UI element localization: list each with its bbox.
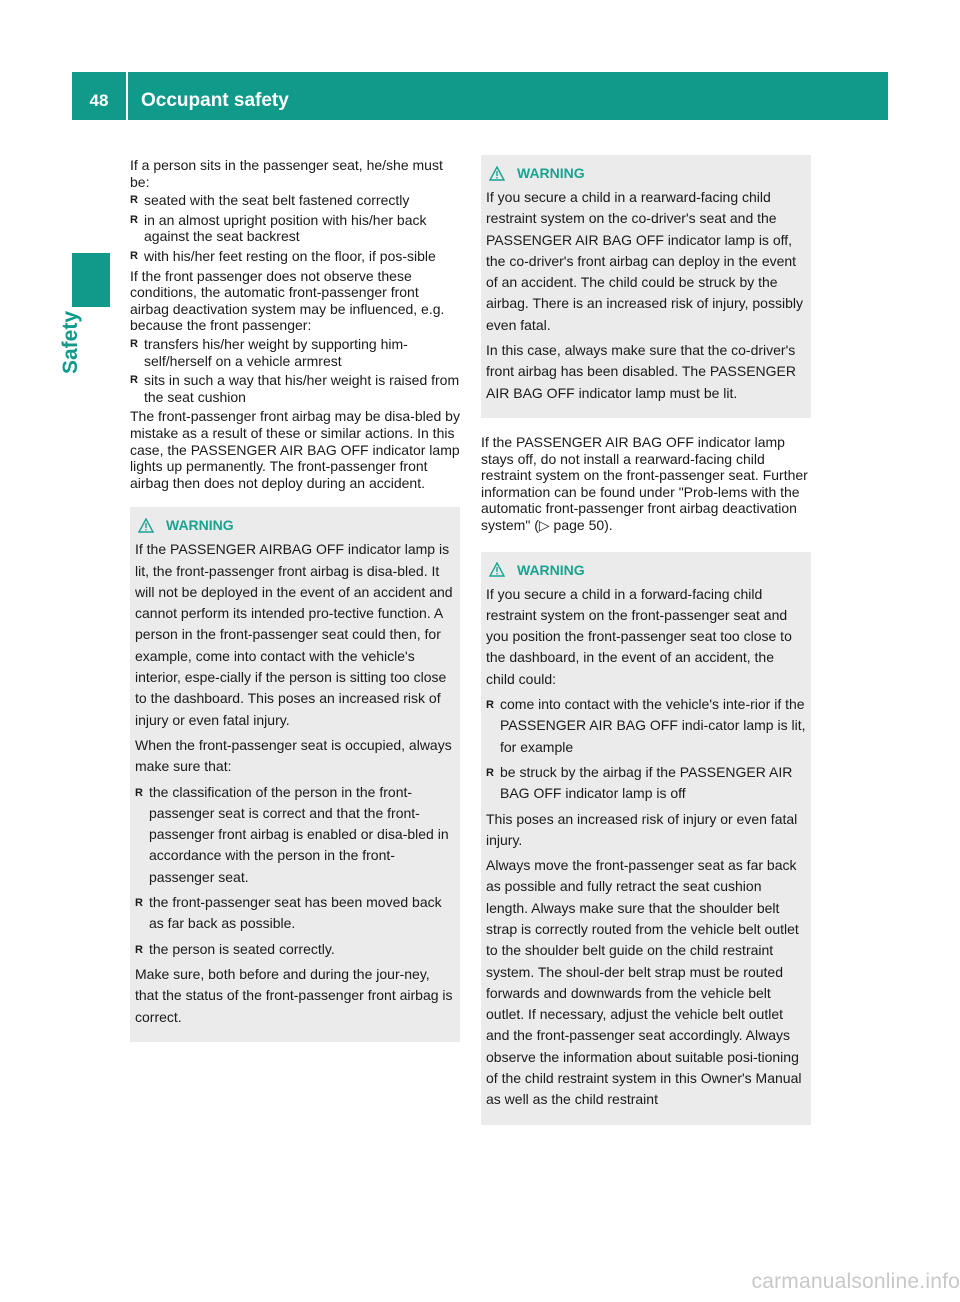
- section-title: Occupant safety: [141, 90, 289, 111]
- page-reference-link[interactable]: page 50: [553, 516, 605, 533]
- paragraph: When the front-passenger seat is occupied, always make sure that:: [135, 736, 452, 775]
- warning-title: WARNING: [166, 517, 234, 534]
- paragraph: The front-passenger front airbag may be disa-bled by mistake as a result of these or similar actions. In this case, the PASSENGER AIR BAG OFF indicator lamp lights up permanently. The front-passenger front airbag then does not deploy during an accident.: [130, 408, 460, 491]
- bullet-icon: R: [130, 213, 138, 226]
- bullet-icon: R: [486, 699, 494, 712]
- paragraph: This poses an increased risk of injury or even fatal injury.: [486, 810, 798, 848]
- bullet-icon: R: [130, 249, 138, 262]
- footer-watermark: carmanualsonline.info: [751, 1270, 960, 1293]
- bullet-icon: R: [486, 766, 494, 779]
- list-item: R seated with the seat belt fastened correctly: [130, 192, 410, 209]
- left-column: [130, 157, 460, 1042]
- warning-header: [486, 163, 806, 183]
- warning-triangle-icon: [489, 562, 505, 577]
- list-item: R with his/her feet resting on the floor, if pos-sible: [130, 247, 436, 264]
- paragraph: If a person sits in the passenger seat, he/she must be:: [130, 157, 443, 190]
- bullet-icon: R: [135, 897, 143, 910]
- warning-header: [486, 560, 806, 580]
- header-divider: [126, 72, 128, 120]
- list-item: R come into contact with the vehicle's inte-rior if the PASSENGER AIR BAG OFF indi-cator lamp is lit, for example: [486, 696, 806, 755]
- paragraph: If you secure a child in a forward-facing child restraint system on the front-passenger seat and you position the front-passenger seat too close to the dashboard, in the event of an accident, the child could:: [486, 585, 792, 687]
- paragraph: Make sure, both before and during the jour-ney, that the status of the front-passenger front airbag is correct.: [135, 965, 453, 1025]
- warning-box: [481, 552, 811, 1125]
- paragraph: In this case, always make sure that the co-driver's front airbag has been disabled. The PASSENGER AIR BAG OFF indicator lamp must be lit.: [486, 342, 796, 401]
- list-item: R transfers his/her weight by supporting him-self/herself on a vehicle armrest: [130, 335, 408, 369]
- paragraph: Always move the front-passenger seat as far back as possible and fully retract the seat cushion length. Always make sure that the shoulder belt strap is correctly routed from the vehicle belt outlet to the shoulder belt guide on the child restraint system. The shoul-der belt strap must be routed forwards and downwards from the vehicle belt outlet. If necessary, adjust the vehicle belt outlet and the front-passenger seat accordingly. Always observe the information about suitable posi-tioning of the child restraint system in this Owner's Manual as well as the child restraint: [486, 857, 802, 1108]
- paragraph: If the front passenger does not observe these conditions, the automatic front-passenger front airbag deactivation system may be influenced, e.g. because the front passenger:: [130, 267, 445, 334]
- list-item: R the classification of the person in the front-passenger seat is correct and that the front-passenger front airbag is enabled or disa-bled in accordance with the person in the front-passenger seat.: [135, 783, 449, 885]
- list-item: R the front-passenger seat has been moved back as far back as possible.: [135, 894, 442, 932]
- bullet-icon: R: [130, 194, 138, 207]
- page-number: 48: [89, 91, 109, 110]
- warning-triangle-icon: [489, 166, 505, 181]
- bullet-icon: R: [130, 337, 138, 350]
- warning-header: [135, 515, 455, 535]
- warning-title: WARNING: [517, 165, 585, 181]
- list-item: R be struck by the airbag if the PASSENGER AIR BAG OFF indicator lamp is off: [486, 763, 793, 802]
- paragraph: If you secure a child in a rearward-facing child restraint system on the co-driver's seat and the PASSENGER AIR BAG OFF indicator lamp is off, the co-driver's front airbag can deploy in the event of an accident. The child could be struck by the airbag. There is an increased risk of injury, possibly even fatal.: [486, 189, 803, 333]
- paragraph: If the PASSENGER AIRBAG OFF indicator lamp is lit, the front-passenger front airbag is disa-bled. It will not be deployed in the event of an accident and cannot perform its intended pro-tective function. A person in the front-passenger seat could then, for example, come into contact with the vehicle's interior, espe-cially if the person is sitting too close to the dashboard. This poses an increased risk of injury or even fatal injury.: [135, 541, 453, 728]
- page-reference-arrow-icon: ▷: [538, 516, 550, 533]
- list-item: R in an almost upright position with his/her back against the seat backrest: [130, 211, 427, 245]
- warning-box: [481, 155, 811, 418]
- warning-triangle-icon: [138, 518, 154, 533]
- list-item: R the person is seated correctly.: [135, 939, 455, 960]
- paragraph: If the PASSENGER AIR BAG OFF indicator lamp stays off, do not install a rearward-facing child restraint system on the front-passenger seat. Further information can be found under "Prob-lems with the automatic front-passenger front airbag deactivation system" (▷ page 50).: [481, 433, 808, 533]
- bullet-icon: R: [135, 943, 143, 956]
- warning-title: WARNING: [517, 561, 585, 578]
- side-label: Safety: [59, 310, 82, 374]
- list-item: R sits in such a way that his/her weight is raised from the seat cushion: [130, 372, 460, 405]
- bullet-icon: R: [130, 374, 138, 387]
- warning-box: [130, 507, 460, 1042]
- bullet-icon: R: [135, 786, 143, 799]
- right-column: [481, 155, 811, 1125]
